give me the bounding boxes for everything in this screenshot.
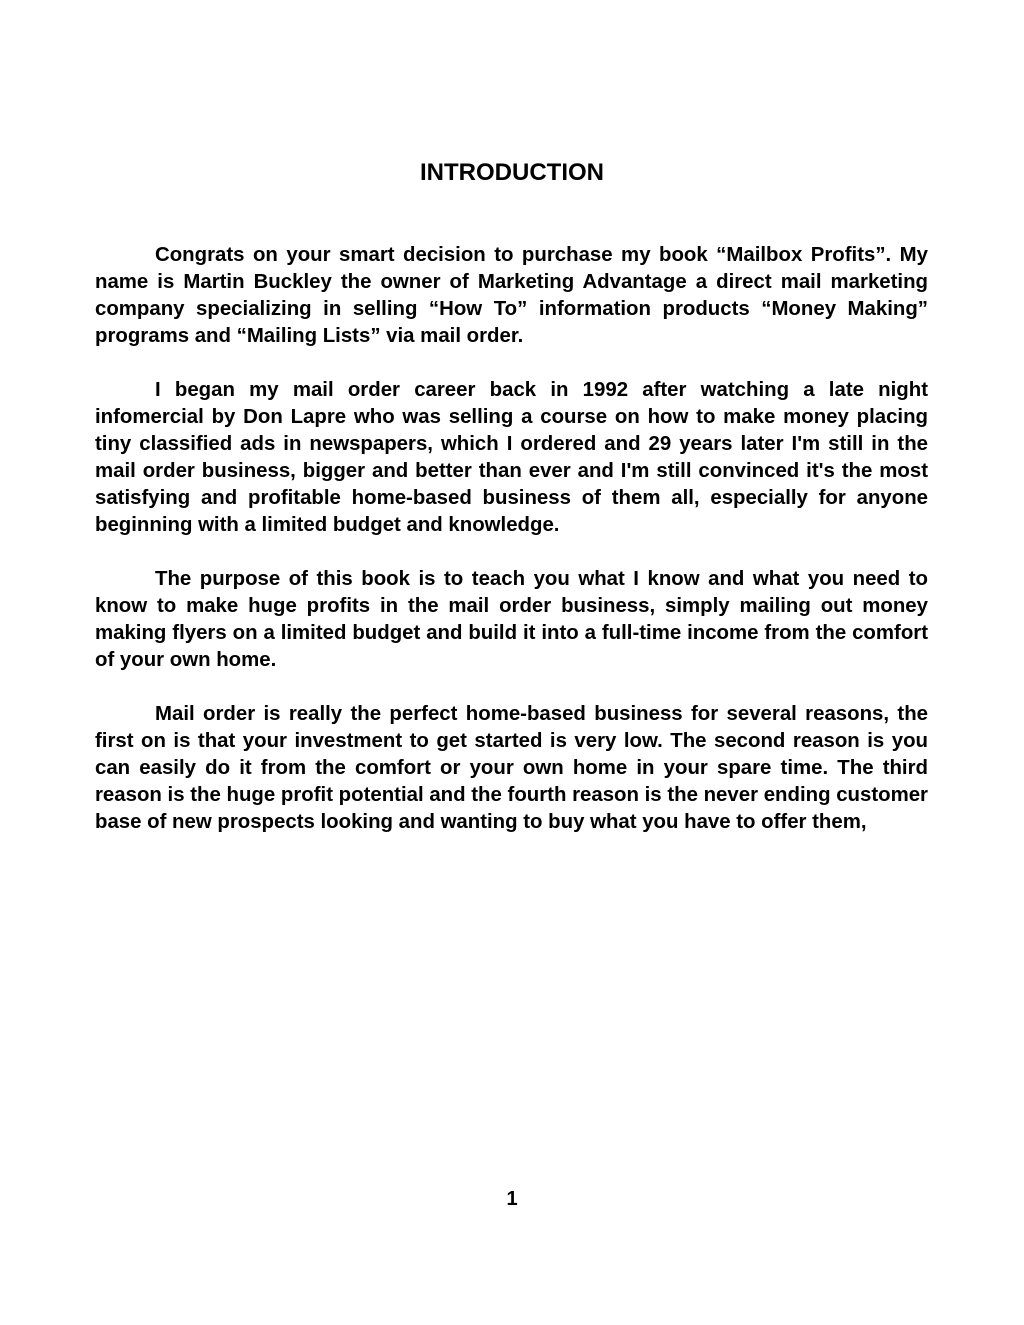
paragraph-career: I began my mail order career back in 1992 after watching a late night infomercial by Don Lapre who was selling a course on how to make money placing tiny classified ads in newspapers, which I ordered and 29 years later I'm still in the mail order business, bigger and better than ever and I'm still convinced it's the most satisfying and profitable home-based business of them all, especially for anyone beginning with a limited budget and knowledge. [95, 379, 928, 536]
paragraph-intro: Congrats on your smart decision to purchase my book “Mailbox Profits”. My name is Martin Buckley the owner of Marketing Advantage a direct mail marketing company specializing in selling “How To” information products “Money Making” programs and “Mailing Lists” via mail order. [95, 244, 928, 347]
paragraph-purpose: The purpose of this book is to teach you what I know and what you need to know to make huge profits in the mail order business, simply mailing out money making flyers on a limited budget and build it into a full-time income from the comfort of your own home. [95, 568, 928, 671]
paragraph-reasons: Mail order is really the perfect home-based business for several reasons, the first on is that your investment to get started is very low. The second reason is you can easily do it from the comfort or your own home in your spare time. The third reason is the huge profit potential and the fourth reason is the never ending customer base of new prospects looking and wanting to buy what you have to offer them, [95, 703, 928, 833]
body-text [95, 242, 928, 863]
page-title: INTRODUCTION [420, 159, 604, 186]
page-number: 1 [506, 1188, 518, 1210]
